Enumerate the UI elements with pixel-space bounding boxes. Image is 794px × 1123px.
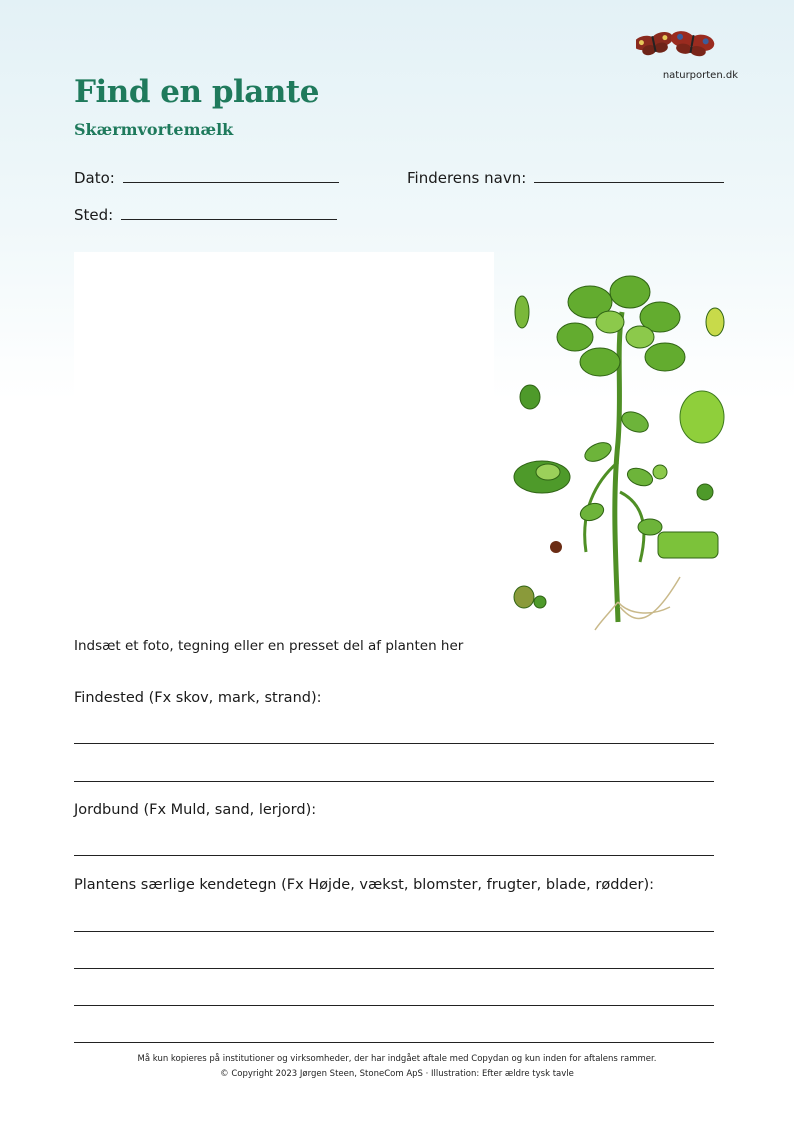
brand-name: naturporten.dk (662, 70, 738, 81)
photo-area[interactable] (74, 252, 494, 627)
answer-line[interactable] (74, 1005, 714, 1006)
answer-line[interactable] (74, 1042, 714, 1043)
answer-line[interactable] (74, 781, 714, 782)
date-field (74, 168, 339, 187)
finder-label: Finderens navn: (407, 169, 527, 187)
traits-label: Plantens særlige kendetegn (Fx Højde, vækst, blomster, frugter, blade, rødder): (74, 877, 655, 893)
answer-line[interactable] (74, 968, 714, 969)
plant-name: Skærmvortemælk (74, 120, 234, 139)
answer-line[interactable] (74, 743, 714, 744)
footer-copyright: © Copyright 2023 Jørgen Steen, StoneCom ApS · Illustration: Efter ældre tysk tavle (220, 1069, 574, 1079)
answer-line[interactable] (74, 855, 714, 856)
place-field (74, 205, 337, 224)
place-label: Sted: (74, 206, 114, 224)
finder-line[interactable] (534, 168, 724, 183)
butterfly-icon (636, 26, 716, 64)
date-line[interactable] (123, 168, 339, 183)
location-label: Findested (Fx skov, mark, strand): (74, 690, 322, 706)
page-title: Find en plante (74, 74, 319, 110)
footer-license: Må kun kopieres på institutioner og virksomheder, der har indgået aftale med Copydan og kun inden for aftalens rammer. (137, 1054, 657, 1064)
date-label: Dato: (74, 169, 115, 187)
soil-label: Jordbund (Fx Muld, sand, lerjord): (74, 802, 317, 818)
plant-illustration (500, 262, 740, 632)
photo-caption: Indsæt et foto, tegning eller en presset del af planten her (74, 638, 464, 654)
place-line[interactable] (121, 205, 337, 220)
answer-line[interactable] (74, 931, 714, 932)
finder-field (407, 168, 724, 187)
